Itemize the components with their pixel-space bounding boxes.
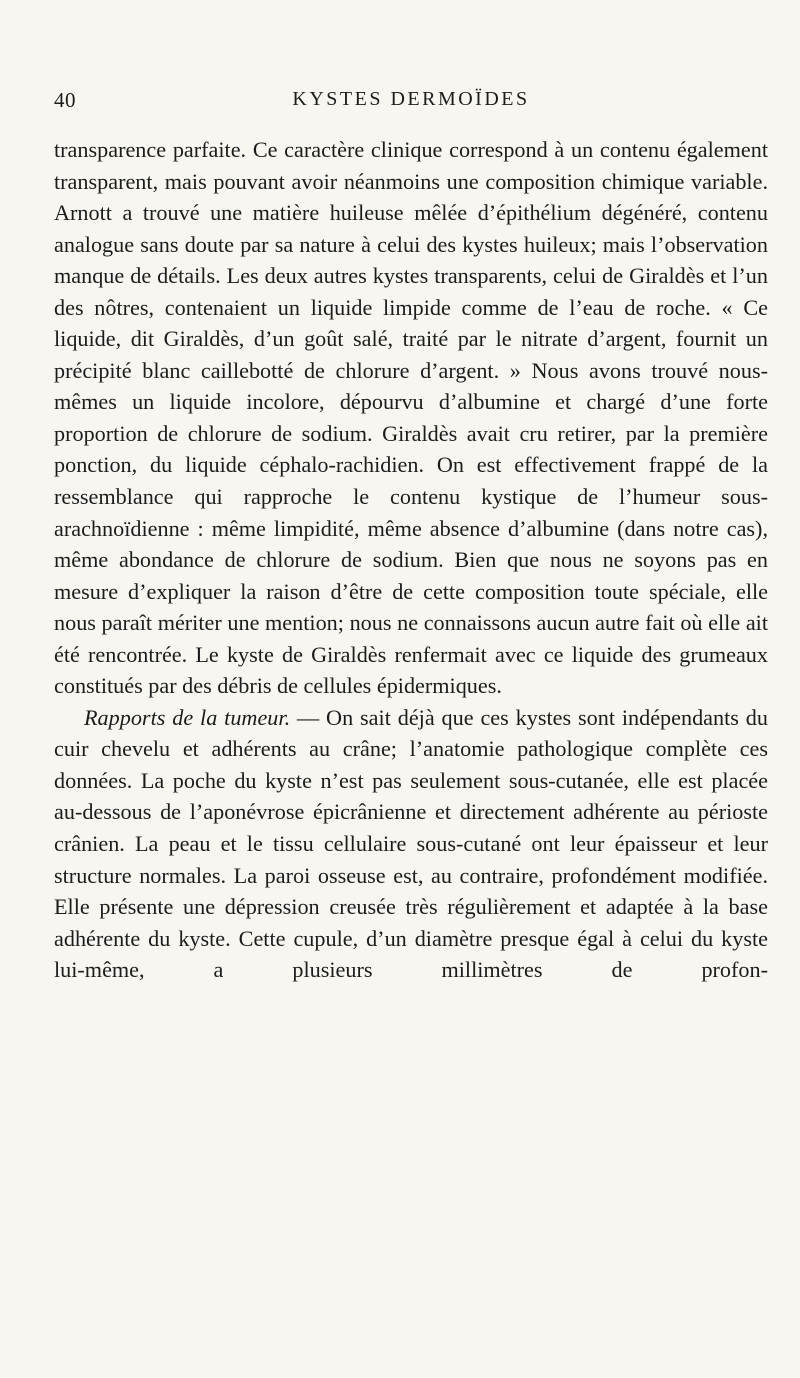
paragraph-text: — On sait déjà que ces kystes sont indépendants du cuir chevelu et adhérents au crâne; l’anatomie pathologique complète ces données. La poche du kyste n’est pas seulement sous-cutanée, elle est placée au-dessous de l’aponévrose épicrânienne et directement adhérente au périoste crânien. La peau et le tissu cellulaire sous-cutané ont leur épaisseur et leur structure normales. La paroi osseuse est, au contraire, profondément modifiée. Elle présente une dépression creusée très régulièrement et adaptée à la base adhérente du kyste. Cette cupule, d’un diamètre presque égal à celui du kyste lui-même, a plusieurs millimètres de profon- (54, 704, 768, 983)
paragraph-contents-description: transparence parfaite. Ce caractère clinique correspond à un contenu également transparent, mais pouvant avoir néanmoins une composition chimique variable. Arnott a trouvé une matière huileuse mêlée d’épithélium dégénéré, contenu analogue sans doute par sa nature à celui des kystes huileux; mais l’observation manque de détails. Les deux autres kystes transparents, celui de Giraldès et l’un des nôtres, contenaient un liquide limpide comme de l’eau de roche. « Ce liquide, dit Giraldès, d’un goût salé, traité par le nitrate d’argent, fournit un précipité blanc caillebotté de chlorure d’argent. » Nous avons trouvé nous-mêmes un liquide incolore, dépourvu d’albumine et chargé d’une forte proportion de chlorure de sodium. Giraldès avait cru retirer, par la première ponction, du liquide céphalo-rachidien. On est effectivement frappé de la ressemblance qui rapproche le contenu kystique de l’humeur sous-arachnoïdienne : même limpidité, même absence d’albumine (dans notre cas), même abondance de chlorure de sodium. Bien que nous ne soyons pas en mesure d’expliquer la raison d’être de cette composition toute spéciale, elle nous paraît mériter une mention; nous ne connaissons aucun autre fait où elle ait été rencontrée. Le kyste de Giraldès renfermait avec ce liquide des grumeaux constitués par des débris de cellules épidermiques. (54, 137, 768, 699)
paragraph-rapports-tumeur (54, 702, 768, 986)
page-number: 40 (54, 88, 76, 112)
page-body (54, 134, 768, 986)
page-header (54, 88, 768, 118)
running-title: KYSTES DERMOÏDES (292, 88, 530, 110)
section-heading: Rapports de la tumeur. (84, 704, 291, 730)
